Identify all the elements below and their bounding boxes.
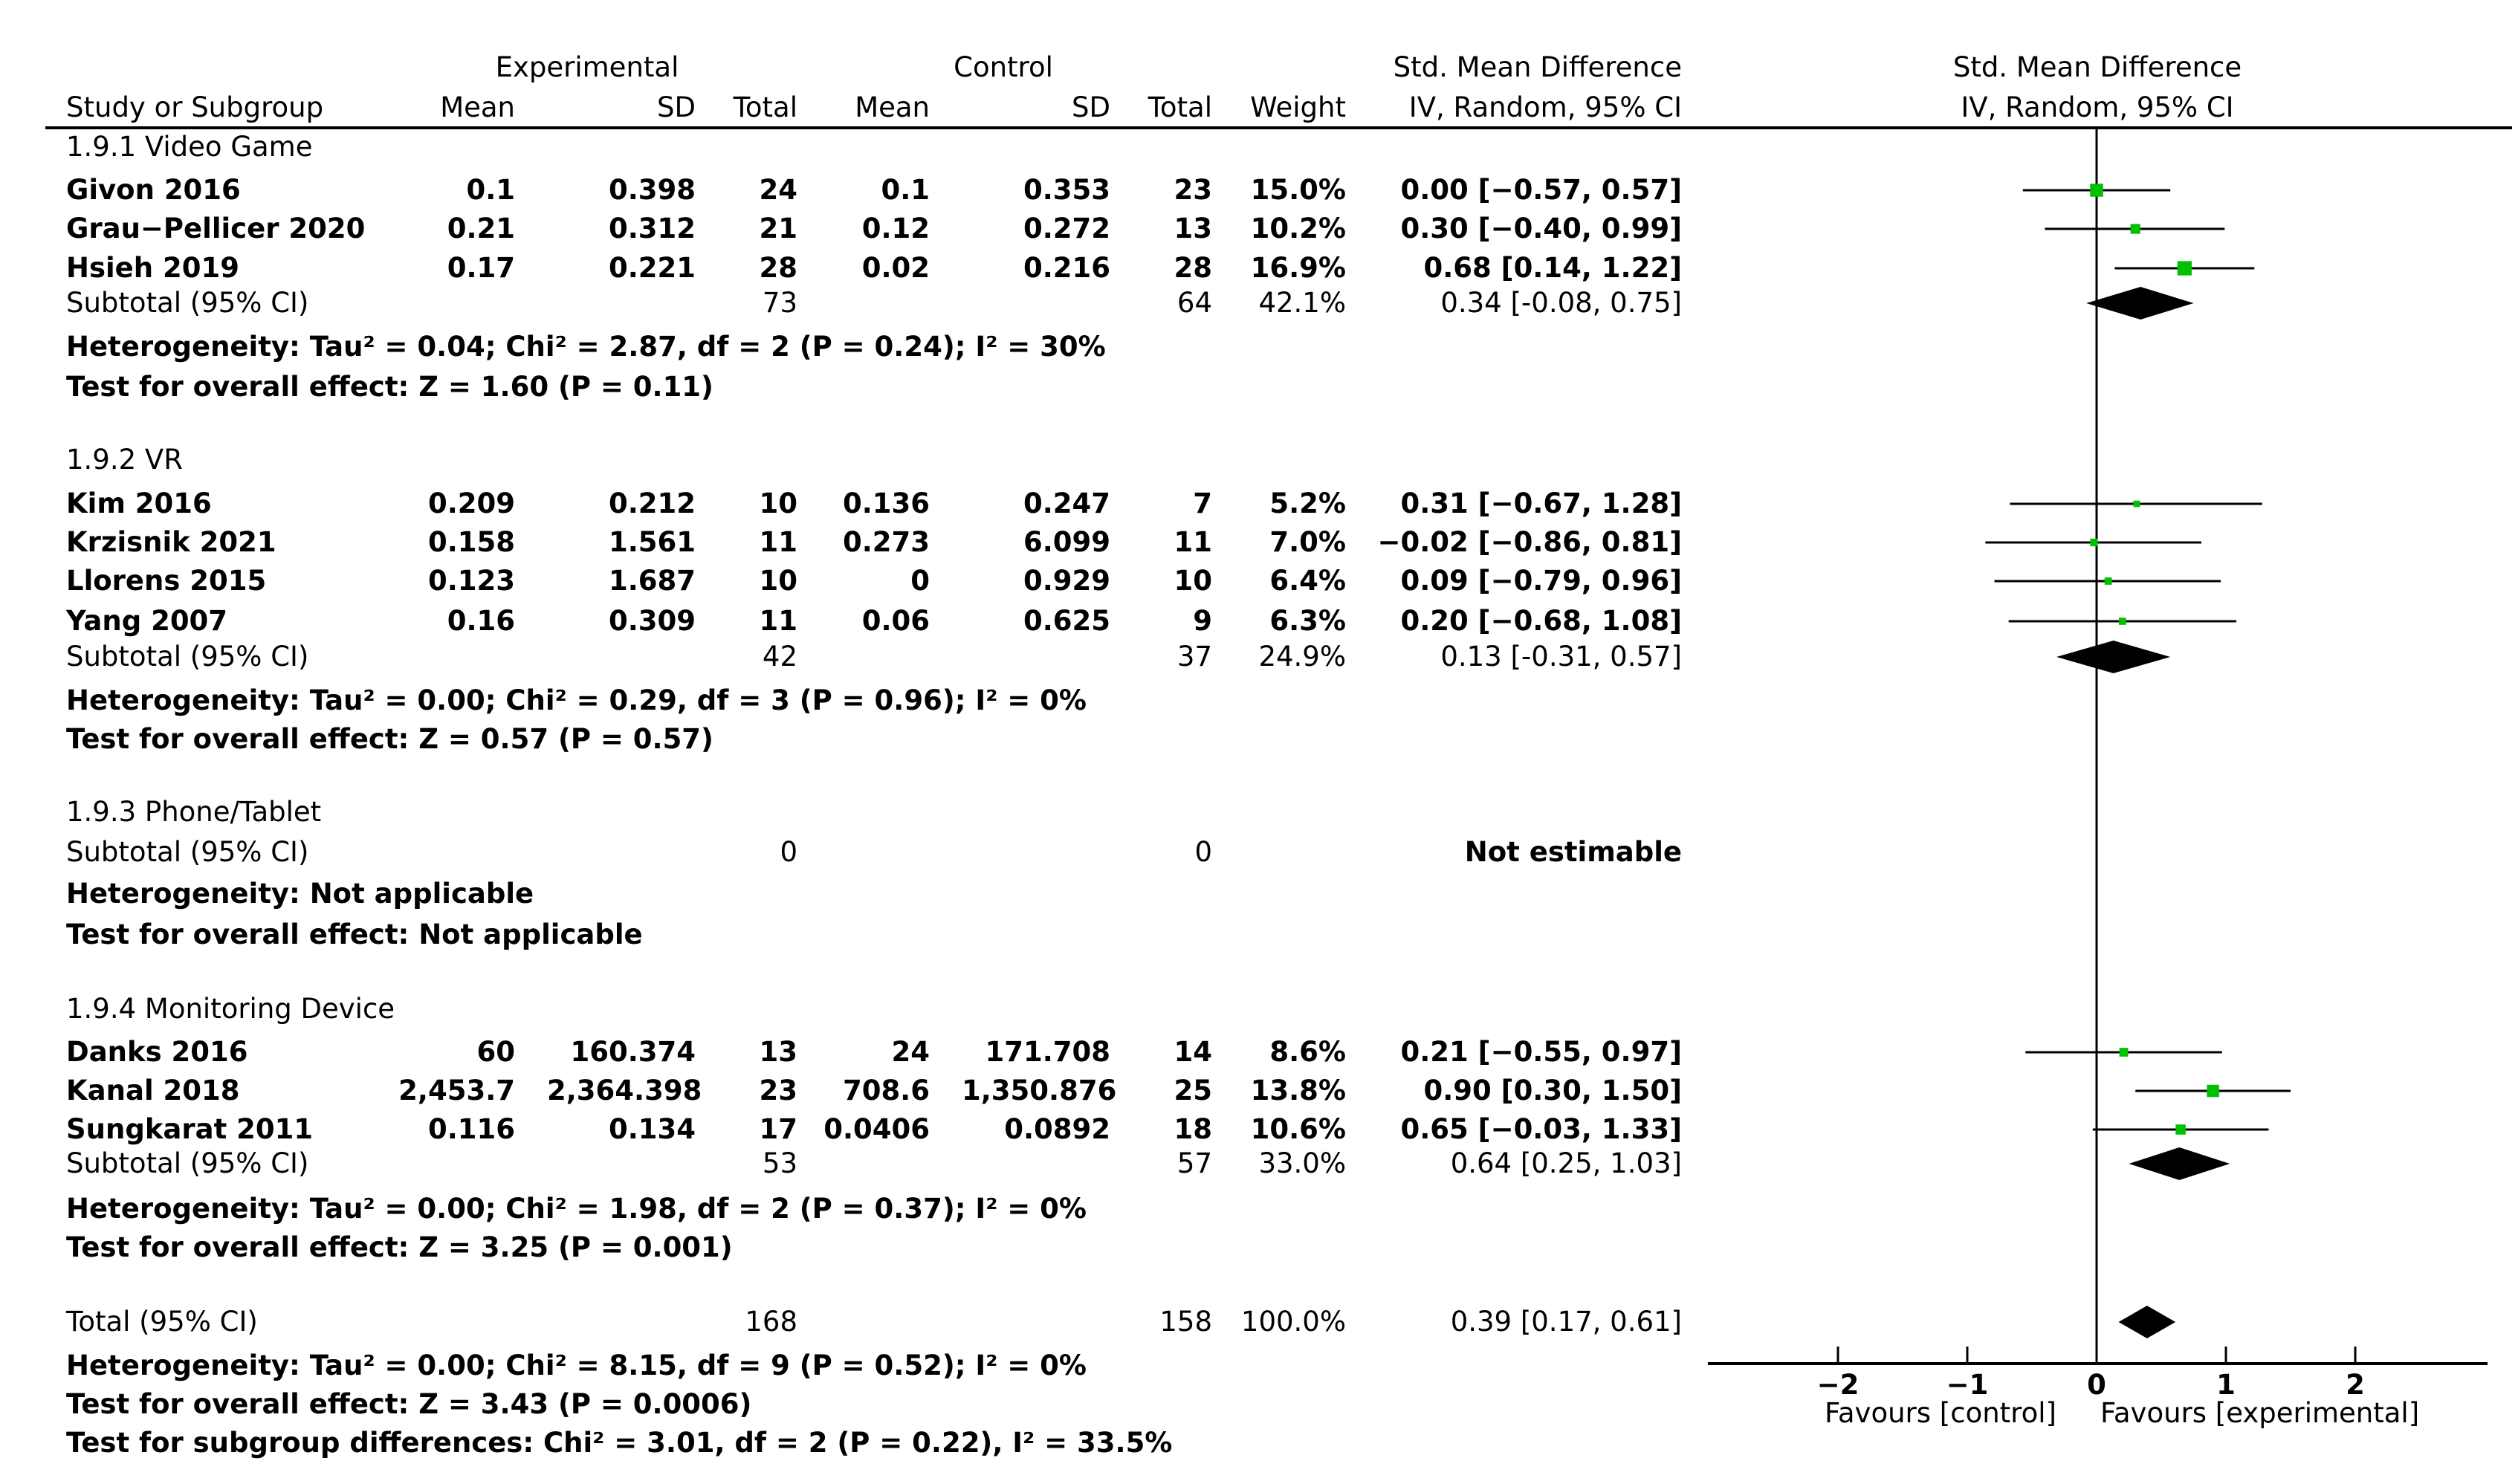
pooled-diamond — [2129, 1147, 2230, 1180]
study-c-sd: 0.929 — [1023, 565, 1110, 597]
study-e-sd: 0.312 — [608, 213, 696, 244]
experimental-header: Experimental — [495, 51, 679, 83]
study-c-total: 9 — [1193, 605, 1212, 637]
control-header: Control — [954, 51, 1053, 83]
axis-tick-label: 1 — [2216, 1369, 2236, 1401]
pooled-diamond — [2086, 287, 2193, 320]
subtotal-ctrl-total: 57 — [1177, 1147, 1212, 1179]
study-e-mean: 0.17 — [447, 252, 515, 284]
study-weight: 10.2% — [1250, 213, 1346, 244]
plot-method-header: IV, Random, 95% CI — [1961, 91, 2234, 123]
axis-tick-label: 0 — [2087, 1369, 2106, 1401]
study-c-sd: 0.625 — [1023, 605, 1110, 637]
study-ci: 0.00 [−0.57, 0.57] — [1400, 174, 1682, 206]
study-c-mean: 0.136 — [842, 487, 930, 519]
study-c-sd: 6.099 — [1023, 526, 1110, 558]
study-e-mean: 60 — [476, 1036, 515, 1068]
study-weight: 16.9% — [1250, 252, 1346, 284]
subtotal-label: Subtotal (95% CI) — [66, 641, 309, 673]
study-c-mean: 0.06 — [861, 605, 930, 637]
study-e-mean: 2,453.7 — [398, 1075, 515, 1106]
total-ctrl-total: 158 — [1159, 1306, 1212, 1338]
study-e-sd: 0.212 — [608, 487, 696, 519]
study-weight: 8.6% — [1269, 1036, 1346, 1068]
study-c-total: 18 — [1174, 1113, 1212, 1145]
study-e-sd: 1.687 — [608, 565, 696, 597]
study-c-sd: 0.353 — [1023, 174, 1110, 206]
study-c-total: 13 — [1174, 213, 1212, 244]
subgroup-title: 1.9.2 VR — [66, 444, 183, 476]
overall-effect-text: Test for overall effect: Not applicable — [66, 918, 643, 950]
heterogeneity-text: Heterogeneity: Not applicable — [66, 878, 534, 910]
subtotal-label: Subtotal (95% CI) — [66, 287, 309, 319]
subtotal-label: Subtotal (95% CI) — [66, 1147, 309, 1179]
study-c-mean: 24 — [891, 1036, 930, 1068]
heterogeneity-text: Heterogeneity: Tau² = 0.00; Chi² = 1.98, df = 2 (P = 0.37); I² = 0% — [66, 1193, 1087, 1225]
study-marker — [2207, 1085, 2218, 1097]
study-e-mean: 0.116 — [427, 1113, 515, 1145]
study-c-total: 28 — [1174, 252, 1212, 284]
study-c-total: 11 — [1174, 526, 1212, 558]
weight-header: Weight — [1250, 91, 1346, 123]
study-e-total: 11 — [759, 526, 797, 558]
study-c-total: 14 — [1174, 1036, 1212, 1068]
study-e-total: 21 — [759, 213, 797, 244]
study-weight: 5.2% — [1269, 487, 1346, 519]
study-e-total: 10 — [759, 565, 797, 597]
subtotal-label: Subtotal (95% CI) — [66, 836, 309, 868]
total-weight: 100.0% — [1240, 1306, 1346, 1338]
smd-header: Std. Mean Difference — [1393, 51, 1682, 83]
study-ci: 0.30 [−0.40, 0.99] — [1400, 213, 1682, 244]
subtotal-exp-total: 0 — [780, 836, 797, 868]
pooled-diamond — [2119, 1306, 2176, 1338]
overall-effect-text: Test for overall effect: Z = 3.25 (P = 0.001) — [66, 1231, 733, 1263]
study-c-sd: 0.0892 — [1004, 1113, 1110, 1145]
study-name: Kanal 2018 — [66, 1075, 240, 1106]
subtotal-weight: 42.1% — [1258, 287, 1346, 319]
axis-tick-label: 2 — [2346, 1369, 2365, 1401]
subtotal-ci: 0.34 [-0.08, 0.75] — [1440, 287, 1682, 319]
heterogeneity-text: Heterogeneity: Tau² = 0.00; Chi² = 0.29, df = 3 (P = 0.96); I² = 0% — [66, 684, 1087, 716]
study-e-mean: 0.16 — [447, 605, 515, 637]
study-c-mean: 0.1 — [881, 174, 930, 206]
subgroup-differences-text: Test for subgroup differences: Chi² = 3.01, df = 2 (P = 0.22), I² = 33.5% — [66, 1427, 1173, 1459]
study-c-mean: 0.0406 — [823, 1113, 930, 1145]
subgroup-title: 1.9.3 Phone/Tablet — [66, 796, 322, 828]
study-c-sd: 0.247 — [1023, 487, 1110, 519]
study-c-mean: 0.12 — [861, 213, 930, 244]
study-c-sd: 1,350.876 — [962, 1075, 1117, 1106]
study-name: Yang 2007 — [66, 605, 228, 637]
total-overall-effect-text: Test for overall effect: Z = 3.43 (P = 0.0006) — [66, 1388, 752, 1420]
study-c-total: 25 — [1174, 1075, 1212, 1106]
pooled-diamond — [2056, 641, 2170, 673]
study-ci: 0.68 [0.14, 1.22] — [1423, 252, 1682, 284]
study-c-mean: 708.6 — [842, 1075, 930, 1106]
study-ci: −0.02 [−0.86, 0.81] — [1377, 526, 1682, 558]
study-weight: 13.8% — [1250, 1075, 1346, 1106]
study-name: Sungkarat 2011 — [66, 1113, 314, 1145]
study-e-sd: 160.374 — [570, 1036, 696, 1068]
study-e-sd: 0.398 — [608, 174, 696, 206]
study-c-sd: 0.216 — [1023, 252, 1110, 284]
study-e-mean: 0.158 — [427, 526, 515, 558]
subtotal-ctrl-total: 0 — [1194, 836, 1212, 868]
subtotal-ctrl-total: 37 — [1177, 641, 1212, 673]
study-weight: 7.0% — [1269, 526, 1346, 558]
study-e-mean: 0.209 — [427, 487, 515, 519]
study-name: Danks 2016 — [66, 1036, 248, 1068]
subtotal-ctrl-total: 64 — [1177, 287, 1212, 319]
subtotal-exp-total: 73 — [762, 287, 797, 319]
subtotal-ci: Not estimable — [1464, 836, 1682, 868]
study-name: Grau−Pellicer 2020 — [66, 213, 366, 244]
subtotal-ci: 0.64 [0.25, 1.03] — [1450, 1147, 1682, 1179]
study-name: Givon 2016 — [66, 174, 241, 206]
subgroup-title: 1.9.4 Monitoring Device — [66, 993, 395, 1025]
study-c-mean: 0 — [910, 565, 930, 597]
smd-method-header: IV, Random, 95% CI — [1408, 91, 1682, 123]
study-e-total: 11 — [759, 605, 797, 637]
study-e-sd: 0.221 — [608, 252, 696, 284]
total-exp-total: 168 — [745, 1306, 797, 1338]
study-weight: 6.4% — [1269, 565, 1346, 597]
study-marker — [2119, 618, 2126, 625]
study-c-mean: 0.273 — [842, 526, 930, 558]
study-e-total: 17 — [759, 1113, 797, 1145]
study-e-total: 28 — [759, 252, 797, 284]
study-e-total: 10 — [759, 487, 797, 519]
study-e-mean: 0.21 — [447, 213, 515, 244]
study-c-mean: 0.02 — [861, 252, 930, 284]
study-marker — [2120, 1048, 2129, 1057]
study-ci: 0.90 [0.30, 1.50] — [1423, 1075, 1682, 1106]
axis-tick-label: −2 — [1816, 1369, 1860, 1401]
study-c-sd: 0.272 — [1023, 213, 1110, 244]
study-marker — [2178, 261, 2192, 275]
study-name: Kim 2016 — [66, 487, 212, 519]
study-weight: 10.6% — [1250, 1113, 1346, 1145]
favours-control-label: Favours [control] — [1825, 1397, 2056, 1429]
study-weight: 6.3% — [1269, 605, 1346, 637]
study-ci: 0.21 [−0.55, 0.97] — [1400, 1036, 1682, 1068]
study-column-header: Study or Subgroup — [66, 91, 324, 123]
study-weight: 15.0% — [1250, 174, 1346, 206]
subtotal-weight: 24.9% — [1258, 641, 1346, 673]
study-ci: 0.09 [−0.79, 0.96] — [1400, 565, 1682, 597]
exp-total-header: Total — [733, 91, 797, 123]
study-ci: 0.20 [−0.68, 1.08] — [1400, 605, 1682, 637]
study-c-sd: 171.708 — [985, 1036, 1110, 1068]
plot-header: Std. Mean Difference — [1952, 51, 2242, 83]
study-e-sd: 0.309 — [608, 605, 696, 637]
total-ci: 0.39 [0.17, 0.61] — [1450, 1306, 1682, 1338]
study-marker — [2134, 501, 2140, 508]
heterogeneity-text: Heterogeneity: Tau² = 0.04; Chi² = 2.87, df = 2 (P = 0.24); I² = 30% — [66, 331, 1106, 363]
study-marker — [2175, 1124, 2186, 1135]
study-e-total: 23 — [759, 1075, 797, 1106]
study-ci: 0.31 [−0.67, 1.28] — [1400, 487, 1682, 519]
study-e-total: 13 — [759, 1036, 797, 1068]
favours-experimental-label: Favours [experimental] — [2100, 1397, 2420, 1429]
ctrl-mean-header: Mean — [855, 91, 930, 123]
subgroup-title: 1.9.1 Video Game — [66, 131, 313, 163]
ctrl-sd-header: SD — [1072, 91, 1110, 123]
study-marker — [2105, 577, 2112, 585]
axis-tick-label: −1 — [1946, 1369, 1989, 1401]
study-marker — [2090, 184, 2103, 197]
overall-effect-text: Test for overall effect: Z = 1.60 (P = 0.11) — [66, 371, 713, 403]
study-e-sd: 2,364.398 — [547, 1075, 702, 1106]
study-e-sd: 0.134 — [608, 1113, 696, 1145]
study-e-mean: 0.1 — [466, 174, 515, 206]
study-e-total: 24 — [759, 174, 797, 206]
study-c-total: 7 — [1193, 487, 1212, 519]
subtotal-weight: 33.0% — [1258, 1147, 1346, 1179]
study-e-mean: 0.123 — [427, 565, 515, 597]
subtotal-ci: 0.13 [-0.31, 0.57] — [1440, 641, 1682, 673]
study-e-sd: 1.561 — [608, 526, 696, 558]
subtotal-exp-total: 42 — [762, 641, 797, 673]
overall-effect-text: Test for overall effect: Z = 0.57 (P = 0.57) — [66, 723, 713, 755]
exp-mean-header: Mean — [440, 91, 515, 123]
exp-sd-header: SD — [657, 91, 696, 123]
study-marker — [2090, 539, 2097, 546]
study-name: Krzisnik 2021 — [66, 526, 276, 558]
ctrl-total-header: Total — [1148, 91, 1212, 123]
subtotal-exp-total: 53 — [762, 1147, 797, 1179]
study-name: Llorens 2015 — [66, 565, 267, 597]
study-c-total: 23 — [1174, 174, 1212, 206]
total-label: Total (95% CI) — [66, 1306, 258, 1338]
study-c-total: 10 — [1174, 565, 1212, 597]
study-ci: 0.65 [−0.03, 1.33] — [1400, 1113, 1682, 1145]
total-heterogeneity-text: Heterogeneity: Tau² = 0.00; Chi² = 8.15, df = 9 (P = 0.52); I² = 0% — [66, 1349, 1087, 1381]
study-name: Hsieh 2019 — [66, 252, 239, 284]
study-marker — [2131, 224, 2140, 233]
